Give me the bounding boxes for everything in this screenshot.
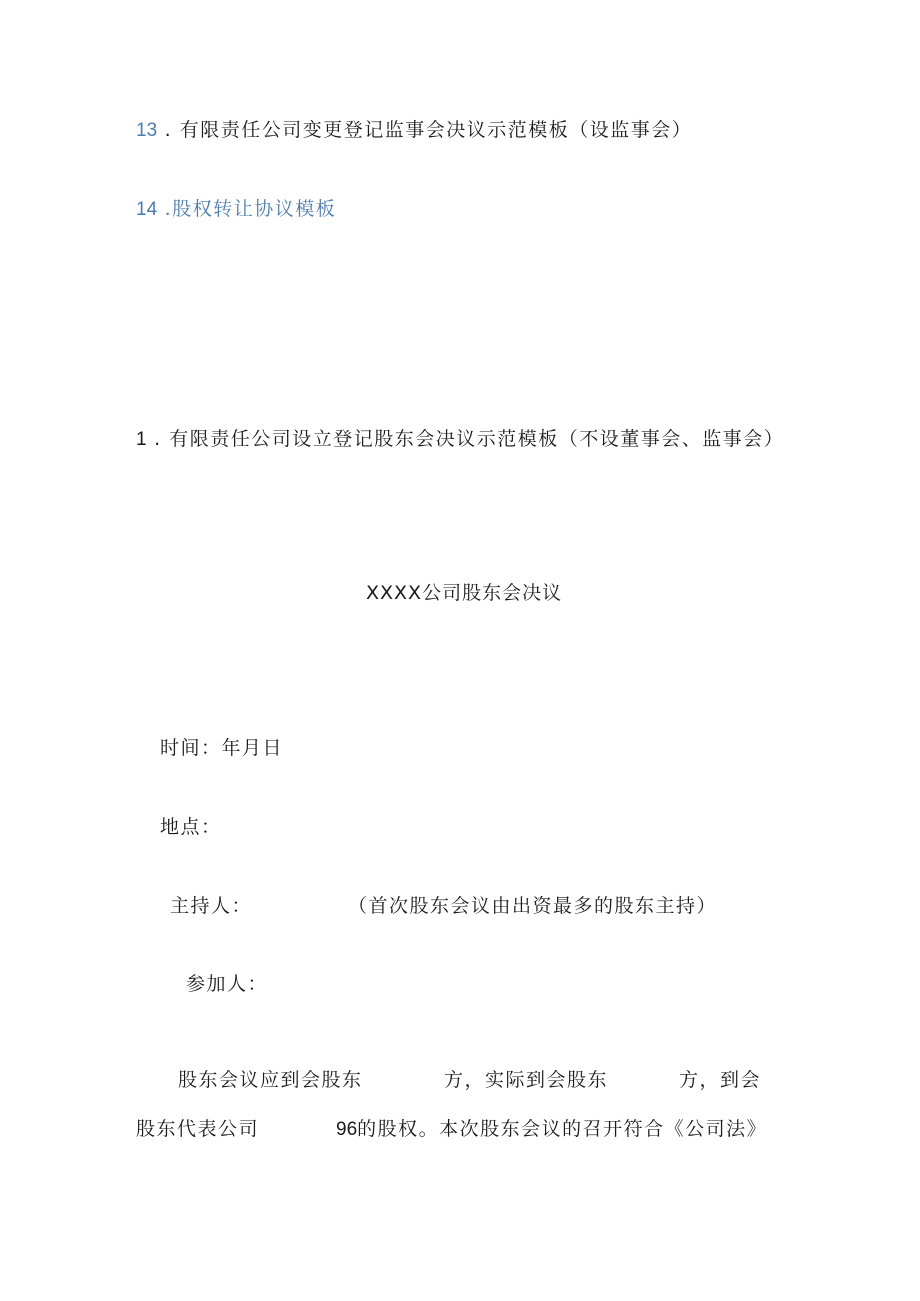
- section-heading: [136, 427, 784, 452]
- section-heading-text: . 有限责任公司设立登记股东会决议示范模板（不设董事会、监事会）: [146, 428, 785, 450]
- host-label: 主持人：: [170, 895, 253, 917]
- toc-item-number: 13: [136, 120, 158, 141]
- paragraph-line-1b: 方，实际到会股东: [444, 1069, 609, 1091]
- paragraph-line-1c: 方，到会: [679, 1069, 762, 1091]
- time-field: 时间：年月日: [160, 737, 284, 759]
- host-note: （首次股东会议由出资最多的股东主持）: [348, 895, 718, 917]
- toc-item-text: . 有限责任公司变更登记监事会决议示范模板（设监事会）: [157, 119, 693, 141]
- toc-item-text: .股权转让协议模板: [157, 198, 337, 220]
- place-field: 地点：: [160, 816, 222, 838]
- participants-field: 参加人：: [186, 973, 269, 995]
- toc-item-13[interactable]: [136, 118, 692, 143]
- toc-item-14[interactable]: [136, 197, 336, 222]
- document-title: XXXX公司股东会决议: [366, 582, 563, 604]
- paragraph-text: 的股权。本次股东会议的召开符合《公司法》: [357, 1118, 768, 1140]
- paragraph-line-1a: 股东会议应到会股东: [178, 1069, 363, 1091]
- paragraph-line-2a: 股东代表公司: [136, 1118, 260, 1140]
- section-number: 1: [136, 429, 147, 450]
- toc-item-number: 14: [136, 199, 158, 220]
- paragraph-line-2: [336, 1117, 767, 1142]
- paragraph-number: 96: [336, 1119, 358, 1140]
